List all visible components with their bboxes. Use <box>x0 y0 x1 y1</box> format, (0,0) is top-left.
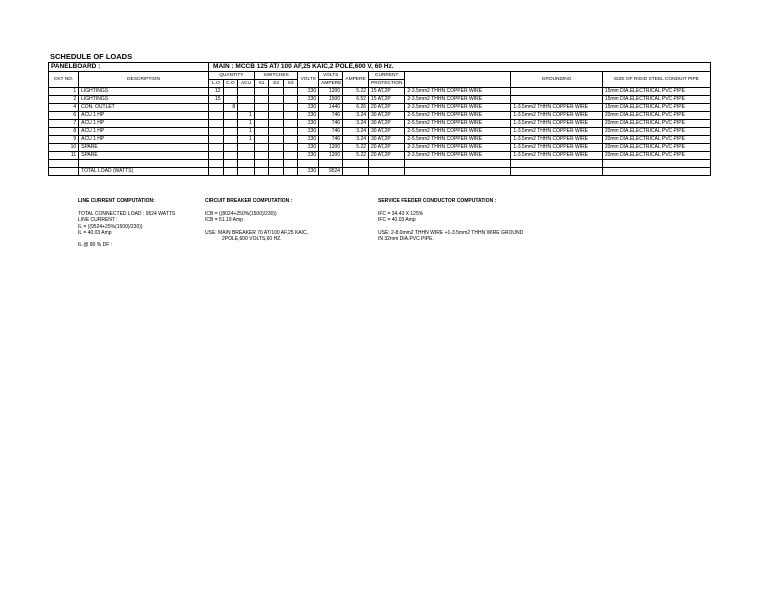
breaker-text: ICB = 51.19 Amp <box>205 217 243 224</box>
volts-cell: 230 <box>298 128 319 136</box>
wire-cell: 2-3.5mm2 THHN COPPER WIRE <box>405 144 511 152</box>
lighting-outlet-qty-cell <box>209 128 224 136</box>
total-volts: 230 <box>298 168 319 176</box>
lighting-outlet-qty-cell <box>209 136 224 144</box>
wire-cell: 2-5.5mm2 THHN COPPER WIRE <box>405 120 511 128</box>
breaker-heading: CIRCUIT BREAKER COMPUTATION : <box>205 198 293 204</box>
table-row <box>49 96 711 104</box>
table-row <box>49 144 711 152</box>
protection-cell: 20 AT,2P <box>369 104 405 112</box>
conduit-cell: 15mm DIA.ELECTRICAL PVC PIPE <box>602 88 710 96</box>
empty-cell <box>298 160 319 168</box>
schedule-title: SCHEDULE OF LOADS <box>50 52 133 61</box>
feeder-text: USE: 2-8.0mm2 THHN WIRE +1-3.5mm2 THHN WIRE GROUND <box>378 229 524 236</box>
empty-cell <box>369 168 405 176</box>
switch-s2-cell <box>269 152 284 160</box>
conduit-cell: 20mm DIA.ELECTRICAL PVC PIPE <box>602 128 710 136</box>
table-row <box>49 104 711 112</box>
feeder-section <box>378 198 523 242</box>
ampere-cell: 3.24 <box>343 120 369 128</box>
volts-cell: 230 <box>298 144 319 152</box>
protection-cell: 15 AT,2P <box>369 96 405 104</box>
ampere-cell: 6.26 <box>343 104 369 112</box>
convenience-outlet-qty-cell: 8 <box>223 104 238 112</box>
description-cell: LIGHTINGS <box>79 96 209 104</box>
switch-s2-cell <box>269 136 284 144</box>
header-wire <box>405 72 511 88</box>
acu-qty-cell <box>238 96 255 104</box>
acu-qty-cell <box>238 104 255 112</box>
switch-s3-cell <box>283 144 298 152</box>
wire-cell: 2-5.5mm2 THHN COPPER WIRE <box>405 128 511 136</box>
line-current-text: LINE CURRENT : <box>78 217 118 224</box>
volt-ampere-cell: 1200 <box>319 88 343 96</box>
feeder-heading: SERVICE FEEDER CONDUCTOR COMPUTATION : <box>378 198 497 204</box>
description-cell: SPARE <box>79 144 209 152</box>
line-current-text: TOTAL CONNECTED LOAD : 9524 WATTS <box>78 211 176 218</box>
switch-s3-cell <box>283 128 298 136</box>
lighting-outlet-qty-cell <box>209 152 224 160</box>
line-current-section <box>78 198 175 248</box>
lighting-outlet-qty-cell: 15 <box>209 96 224 104</box>
lighting-outlet-qty-cell <box>209 112 224 120</box>
header-protection-2: PROTECTION <box>369 80 405 88</box>
conduit-cell: 20mm DIA.ELECTRICAL PVC PIPE <box>602 112 710 120</box>
lighting-outlet-qty-cell <box>209 120 224 128</box>
header-ckt: CKT NO. <box>49 72 79 88</box>
switch-s1-cell <box>254 152 269 160</box>
ampere-cell: 6.52 <box>343 96 369 104</box>
grounding-cell: 1-3.5mm2 THHN COPPER WIRE <box>511 144 602 152</box>
switch-s3-cell <box>283 96 298 104</box>
schedule-table <box>48 62 711 176</box>
ckt-no-cell: 11 <box>49 152 79 160</box>
switch-s3-cell <box>283 152 298 160</box>
switch-s1-cell <box>254 96 269 104</box>
empty-cell <box>223 168 238 176</box>
conduit-cell: 20mm DIA.ELECTRICAL PVC PIPE <box>602 136 710 144</box>
header-acu: ACU <box>238 80 255 88</box>
table-row <box>49 112 711 120</box>
volts-cell: 230 <box>298 96 319 104</box>
breaker-text: 2POLE,600 VOLTS,60 HZ. <box>222 235 282 242</box>
ckt-no-cell: 8 <box>49 128 79 136</box>
header-ampere: AMPERE <box>343 72 369 88</box>
empty-cell <box>269 160 284 168</box>
protection-cell: 30 AT,2P <box>369 120 405 128</box>
header-volts-ampere-1: VOLTS <box>319 72 343 80</box>
ckt-no-cell: 6 <box>49 112 79 120</box>
ampere-cell: 5.22 <box>343 144 369 152</box>
header-protection-1: CURRENT <box>369 72 405 80</box>
table-row <box>49 152 711 160</box>
description-cell: ACU 1 HP <box>79 112 209 120</box>
protection-cell: 20 AT,2P <box>369 144 405 152</box>
grounding-cell <box>511 88 602 96</box>
empty-cell <box>223 160 238 168</box>
switch-s3-cell <box>283 112 298 120</box>
wire-cell: 2-5.5mm2 THHN COPPER WIRE <box>405 136 511 144</box>
table-row <box>49 136 711 144</box>
empty-cell <box>283 168 298 176</box>
switch-s3-cell <box>283 88 298 96</box>
switch-s3-cell <box>283 104 298 112</box>
wire-cell: 2-5.5mm2 THHN COPPER WIRE <box>405 112 511 120</box>
description-cell: ACU 1 HP <box>79 136 209 144</box>
volt-ampere-cell: 1440 <box>319 104 343 112</box>
switch-s1-cell <box>254 128 269 136</box>
acu-qty-cell: 1 <box>238 128 255 136</box>
protection-cell: 20 AT,2P <box>369 152 405 160</box>
convenience-outlet-qty-cell <box>223 120 238 128</box>
header-conduit: SIZE OF RIGID STEEL CONDUIT PIPE <box>602 72 710 88</box>
volts-cell: 230 <box>298 152 319 160</box>
grounding-cell: 1-3.5mm2 THHN COPPER WIRE <box>511 112 602 120</box>
switch-s2-cell <box>269 112 284 120</box>
description-cell: CON. OUTLET <box>79 104 209 112</box>
empty-cell <box>405 160 511 168</box>
switch-s2-cell <box>269 144 284 152</box>
switch-s2-cell <box>269 104 284 112</box>
switch-s3-cell <box>283 120 298 128</box>
protection-cell: 30 AT,2P <box>369 128 405 136</box>
wire-cell: 2-3.5mm2 THHN COPPER WIRE <box>405 104 511 112</box>
convenience-outlet-qty-cell <box>223 128 238 136</box>
switch-s2-cell <box>269 128 284 136</box>
total-va: 9524 <box>319 168 343 176</box>
empty-cell <box>511 160 602 168</box>
line-current-text: IL @ 80 % DF : <box>78 241 113 248</box>
empty-cell <box>283 160 298 168</box>
empty-cell <box>511 168 602 176</box>
line-current-text: IL = ((9524+25%(1500)/230)) <box>78 223 143 230</box>
conduit-cell: 20mm DIA.ELECTRICAL PVC PIPE <box>602 152 710 160</box>
volt-ampere-cell: 746 <box>319 120 343 128</box>
grounding-cell: 1-3.5mm2 THHN COPPER WIRE <box>511 104 602 112</box>
switch-s1-cell <box>254 104 269 112</box>
empty-cell <box>269 168 284 176</box>
acu-qty-cell: 1 <box>238 136 255 144</box>
description-cell: LIGHTINGS <box>79 88 209 96</box>
feeder-text: IFC = 34.43 X 125% <box>378 211 424 218</box>
protection-cell: 30 AT,2P <box>369 112 405 120</box>
grounding-cell: 1-3.5mm2 THHN COPPER WIRE <box>511 136 602 144</box>
empty-cell <box>602 160 710 168</box>
line-current-heading: LINE CURRENT COMPUTATION: <box>78 198 155 204</box>
convenience-outlet-qty-cell <box>223 112 238 120</box>
empty-cell <box>209 168 224 176</box>
ampere-cell: 3.24 <box>343 112 369 120</box>
ampere-cell: 5.22 <box>343 88 369 96</box>
acu-qty-cell <box>238 88 255 96</box>
header-s2: S2 <box>269 80 284 88</box>
header-grounding: GROUNDING <box>511 72 602 88</box>
total-label: TOTAL LOAD (WATTS) <box>79 168 209 176</box>
acu-qty-cell: 1 <box>238 120 255 128</box>
volt-ampere-cell: 746 <box>319 112 343 120</box>
ckt-no-cell: 9 <box>49 136 79 144</box>
header-description: DESCRIPTION <box>79 72 209 88</box>
acu-qty-cell: 1 <box>238 112 255 120</box>
lighting-outlet-qty-cell <box>209 144 224 152</box>
wire-cell: 2-3.5mm2 THHN COPPER WIRE <box>405 88 511 96</box>
empty-cell <box>319 160 343 168</box>
description-cell: ACU 1 HP <box>79 128 209 136</box>
empty-cell <box>343 168 369 176</box>
empty-cell <box>602 168 710 176</box>
empty-cell <box>254 168 269 176</box>
conduit-cell: 15mm DIA.ELECTRICAL PVC PIPE <box>602 96 710 104</box>
wire-cell: 2-3.5mm2 THHN COPPER WIRE <box>405 152 511 160</box>
ampere-cell: 3.24 <box>343 128 369 136</box>
ckt-no-cell: 7 <box>49 120 79 128</box>
description-cell: SPARE <box>79 152 209 160</box>
volts-cell: 230 <box>298 112 319 120</box>
empty-cell <box>238 160 255 168</box>
protection-cell: 30 AT,2P <box>369 136 405 144</box>
ckt-no-cell: 1 <box>49 88 79 96</box>
volts-cell: 230 <box>298 120 319 128</box>
wire-cell: 2-3.5mm2 THHN COPPER WIRE <box>405 96 511 104</box>
table-row <box>49 120 711 128</box>
line-current-text: IL = 40.03 Amp <box>78 229 112 236</box>
protection-cell: 15 AT,2P <box>369 88 405 96</box>
total-row <box>49 168 711 176</box>
lighting-outlet-qty-cell: 12 <box>209 88 224 96</box>
convenience-outlet-qty-cell <box>223 144 238 152</box>
volt-ampere-cell: 1500 <box>319 96 343 104</box>
header-volts: VOLTS <box>298 72 319 88</box>
switch-s2-cell <box>269 96 284 104</box>
description-cell: ACU 1 HP <box>79 120 209 128</box>
table-row <box>49 88 711 96</box>
empty-cell <box>49 168 79 176</box>
ampere-cell: 5.22 <box>343 152 369 160</box>
breaker-text: ICB = ((8024+250%(1500)/230)) <box>205 211 277 218</box>
empty-cell <box>343 160 369 168</box>
switch-s2-cell <box>269 120 284 128</box>
table-row <box>49 128 711 136</box>
grounding-cell <box>511 96 602 104</box>
volt-ampere-cell: 746 <box>319 136 343 144</box>
ckt-no-cell: 2 <box>49 96 79 104</box>
header-co: C.O <box>223 80 238 88</box>
main-breaker-spec: MAIN : MCCB 125 AT/ 100 AF,25 KAIC,2 POLE,600 V, 60 Hz. <box>209 63 711 72</box>
empty-cell <box>49 160 79 168</box>
blank-row <box>49 160 711 168</box>
ampere-cell: 3.24 <box>343 136 369 144</box>
lighting-outlet-qty-cell <box>209 104 224 112</box>
acu-qty-cell <box>238 152 255 160</box>
convenience-outlet-qty-cell <box>223 152 238 160</box>
breaker-text: USE: MAIN BREAKER 70 AT/100 AF,25 KAIC, <box>205 229 309 236</box>
volts-cell: 230 <box>298 104 319 112</box>
ckt-no-cell: 10 <box>49 144 79 152</box>
volts-cell: 230 <box>298 136 319 144</box>
switch-s1-cell <box>254 112 269 120</box>
conduit-cell: 20mm DIA.ELECTRICAL PVC PIPE <box>602 120 710 128</box>
volts-cell: 230 <box>298 88 319 96</box>
empty-cell <box>254 160 269 168</box>
feeder-text: IFC = 40.03 Amp <box>378 217 416 224</box>
ckt-no-cell: 4 <box>49 104 79 112</box>
grounding-cell: 1-3.5mm2 THHN COPPER WIRE <box>511 120 602 128</box>
grounding-cell: 1-3.5mm2 THHN COPPER WIRE <box>511 152 602 160</box>
switch-s2-cell <box>269 88 284 96</box>
acu-qty-cell <box>238 144 255 152</box>
empty-cell <box>79 160 209 168</box>
conduit-cell: 15mm DIA.ELECTRICAL PVC PIPE <box>602 104 710 112</box>
header-lo: L.O <box>209 80 224 88</box>
convenience-outlet-qty-cell <box>223 136 238 144</box>
switch-s1-cell <box>254 144 269 152</box>
breaker-section <box>205 198 308 242</box>
switch-s3-cell <box>283 136 298 144</box>
header-s3: S3 <box>283 80 298 88</box>
conduit-cell: 20mm DIA.ELECTRICAL PVC PIPE <box>602 144 710 152</box>
empty-cell <box>369 160 405 168</box>
volt-ampere-cell: 746 <box>319 128 343 136</box>
header-switches: SWITCHES <box>254 72 298 80</box>
header-s1: S1 <box>254 80 269 88</box>
panelboard-label: PANELBOARD : <box>49 63 209 72</box>
convenience-outlet-qty-cell <box>223 88 238 96</box>
empty-cell <box>238 168 255 176</box>
feeder-text: IN 32mm DIA.PVC PIPE. <box>378 235 434 242</box>
grounding-cell: 1-3.5mm2 THHN COPPER WIRE <box>511 128 602 136</box>
convenience-outlet-qty-cell <box>223 96 238 104</box>
switch-s1-cell <box>254 88 269 96</box>
empty-cell <box>209 160 224 168</box>
header-quantity: QUANTITY <box>209 72 255 80</box>
switch-s1-cell <box>254 120 269 128</box>
volt-ampere-cell: 1200 <box>319 152 343 160</box>
volt-ampere-cell: 1200 <box>319 144 343 152</box>
empty-cell <box>405 168 511 176</box>
switch-s1-cell <box>254 136 269 144</box>
header-volts-ampere-2: AMPERE <box>319 80 343 88</box>
